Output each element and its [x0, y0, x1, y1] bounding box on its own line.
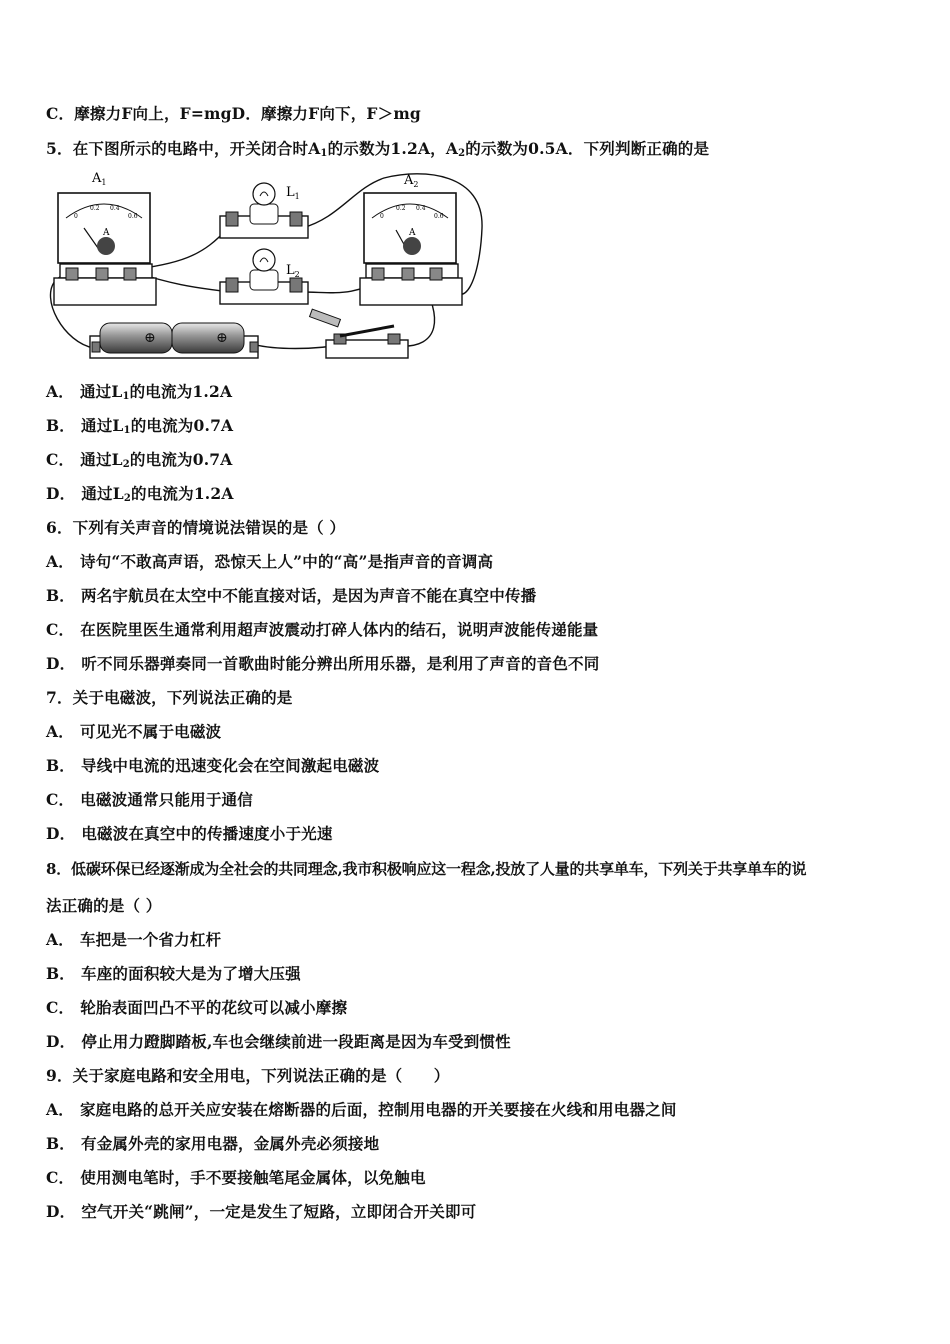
q5-option-a [46, 380, 232, 402]
q5-option-d [46, 482, 234, 504]
q5-stem [46, 137, 709, 159]
option-text: 两名宇航员在太空中不能直接对话，是因为声音不能在真空中传播 [81, 586, 537, 605]
q5-stem-a: 在下图所示的电路中，开关闭合时A [72, 139, 321, 158]
option-text: 使用测电笔时，手不要接触笔尾金属体，以免触电 [80, 1168, 426, 1187]
option-sub: 1 [123, 425, 131, 436]
option-text-post: 的电流为0.7A [129, 450, 233, 469]
ammeter-a2 [360, 173, 462, 305]
option-text: 诗句“不敢高声语，恐惊天上人”中的“高”是指声音的音调高 [79, 552, 494, 571]
option-label: A． [46, 1100, 74, 1119]
q6-option-c [46, 618, 598, 640]
a1-tick-3: 0.6 [128, 213, 138, 220]
q6-stem: 6．下列有关声音的情境说法错误的是（ ） [46, 518, 346, 537]
a1-tick-1: 0.2 [90, 205, 100, 212]
q7-option-c [46, 788, 253, 810]
q9-option-a [46, 1098, 677, 1120]
battery-plus-1: ⊕ [144, 330, 156, 346]
option-text: 停止用力蹬脚踏板,车也会继续前进一段距离是因为车受到惯性 [81, 1032, 511, 1051]
q7-stem: 7．关于电磁波，下列说法正确的是 [46, 688, 293, 707]
option-text-pre: 通过L [81, 416, 124, 435]
option-label: D． [46, 654, 76, 673]
option-text-post: 的电流为0.7A [130, 416, 234, 435]
option-label: C． [46, 620, 75, 639]
q8-stem-line1: 8．低碳环保已经逐渐成为全社会的共同理念,我市积极响应这一程念,投放了人量的共享单车，下列关于共享单车的说 [46, 860, 807, 878]
switch [310, 309, 408, 358]
option-text: 听不同乐器弹奏同一首歌曲时能分辨出所用乐器，是利用了声音的音色不同 [81, 654, 600, 673]
q6-option-b [46, 584, 536, 606]
a2-tick-1: 0.2 [396, 205, 406, 212]
q8-stem-line2: 法正确的是（ ） [46, 896, 162, 915]
option-label: B． [46, 1134, 76, 1153]
l2-label: $L_2$ [286, 263, 300, 279]
option-label: D． [46, 484, 76, 503]
option-sub: 1 [122, 391, 130, 402]
option-label: D． [46, 1202, 76, 1221]
q9-option-c [46, 1166, 426, 1188]
option-label: B． [46, 756, 76, 775]
q6-option-d [46, 652, 599, 674]
q4-option-c: C．摩擦力F向上，F=mgD．摩擦力F向下，F＞mg [46, 104, 421, 123]
a2-tick-3: 0.6 [434, 213, 444, 220]
option-text: 可见光不属于电磁波 [79, 722, 222, 741]
a2-tick-0: 0 [380, 213, 384, 220]
ammeter-a1 [54, 171, 156, 305]
option-label: C． [46, 790, 75, 809]
q9-stem: 9．关于家庭电路和安全用电，下列说法正确的是（ ） [46, 1066, 450, 1085]
option-sub: 2 [122, 459, 130, 470]
option-label: A． [46, 382, 74, 401]
a1-unit: A [103, 228, 110, 238]
circuit-diagram [44, 168, 484, 363]
option-text: 在医院里医生通常利用超声波震动打碎人体内的结石，说明声波能传递能量 [80, 620, 599, 639]
battery [90, 323, 258, 358]
battery-plus-2: ⊕ [216, 330, 228, 346]
a1-tick-0: 0 [74, 213, 78, 220]
option-text: 家庭电路的总开关应安装在熔断器的后面，控制用电器的开关要接在火线和用电器之间 [79, 1100, 677, 1119]
option-label: A． [46, 722, 74, 741]
q9-option-d [46, 1200, 476, 1222]
bulb-l2 [220, 249, 308, 304]
q7-option-a [46, 720, 221, 742]
option-text: 轮胎表面凹凸不平的花纹可以减小摩擦 [80, 998, 348, 1017]
q6-option-a [46, 550, 493, 572]
option-label: B． [46, 586, 76, 605]
q8-option-a [46, 928, 221, 950]
option-text-pre: 通过L [81, 484, 124, 503]
option-text-post: 的电流为1.2A [129, 382, 233, 401]
q9-option-b [46, 1132, 379, 1154]
q5-number: 5． [46, 139, 73, 158]
a2-tick-2: 0.4 [416, 205, 426, 212]
q5-stem-c: 的示数为0.5A．下列判断正确的是 [465, 139, 710, 158]
q8-option-d [46, 1030, 511, 1052]
q5-option-b [46, 414, 233, 436]
q5-option-c [46, 448, 233, 470]
option-label: A． [46, 930, 74, 949]
option-label: D． [46, 1032, 76, 1051]
option-text: 车把是一个省力杠杆 [79, 930, 222, 949]
option-text: 有金属外壳的家用电器，金属外壳必须接地 [81, 1134, 380, 1153]
q8-option-b [46, 962, 301, 984]
q5-sub1: 1 [320, 148, 328, 159]
option-label: C． [46, 998, 75, 1017]
q7-option-b [46, 754, 379, 776]
option-text: 电磁波通常只能用于通信 [80, 790, 253, 809]
q7-option-d [46, 822, 333, 844]
option-text-pre: 通过L [79, 382, 123, 401]
option-label: A． [46, 552, 74, 571]
a2-label: $A_2$ [404, 173, 419, 189]
bulb-l1 [220, 183, 308, 238]
q5-stem-b: 的示数为1.2A，A [327, 139, 459, 158]
option-label: C． [46, 450, 75, 469]
option-text: 电磁波在真空中的传播速度小于光速 [81, 824, 333, 843]
option-text-post: 的电流为1.2A [131, 484, 234, 503]
a1-tick-2: 0.4 [110, 205, 120, 212]
option-text: 空气开关“跳闸”，一定是发生了短路，立即闭合开关即可 [81, 1202, 477, 1221]
a1-label: $A_1$ [92, 171, 107, 187]
q8-option-c [46, 996, 347, 1018]
q5-sub2: 2 [458, 148, 466, 159]
option-label: B． [46, 416, 76, 435]
option-label: D． [46, 824, 76, 843]
l1-label: $L_1$ [286, 185, 300, 201]
option-label: C． [46, 1168, 75, 1187]
option-text: 车座的面积较大是为了增大压强 [81, 964, 301, 983]
option-sub: 2 [123, 493, 132, 504]
option-text: 导线中电流的迅速变化会在空间激起电磁波 [81, 756, 380, 775]
a2-unit: A [409, 228, 416, 238]
option-label: B． [46, 964, 76, 983]
option-text-pre: 通过L [80, 450, 123, 469]
